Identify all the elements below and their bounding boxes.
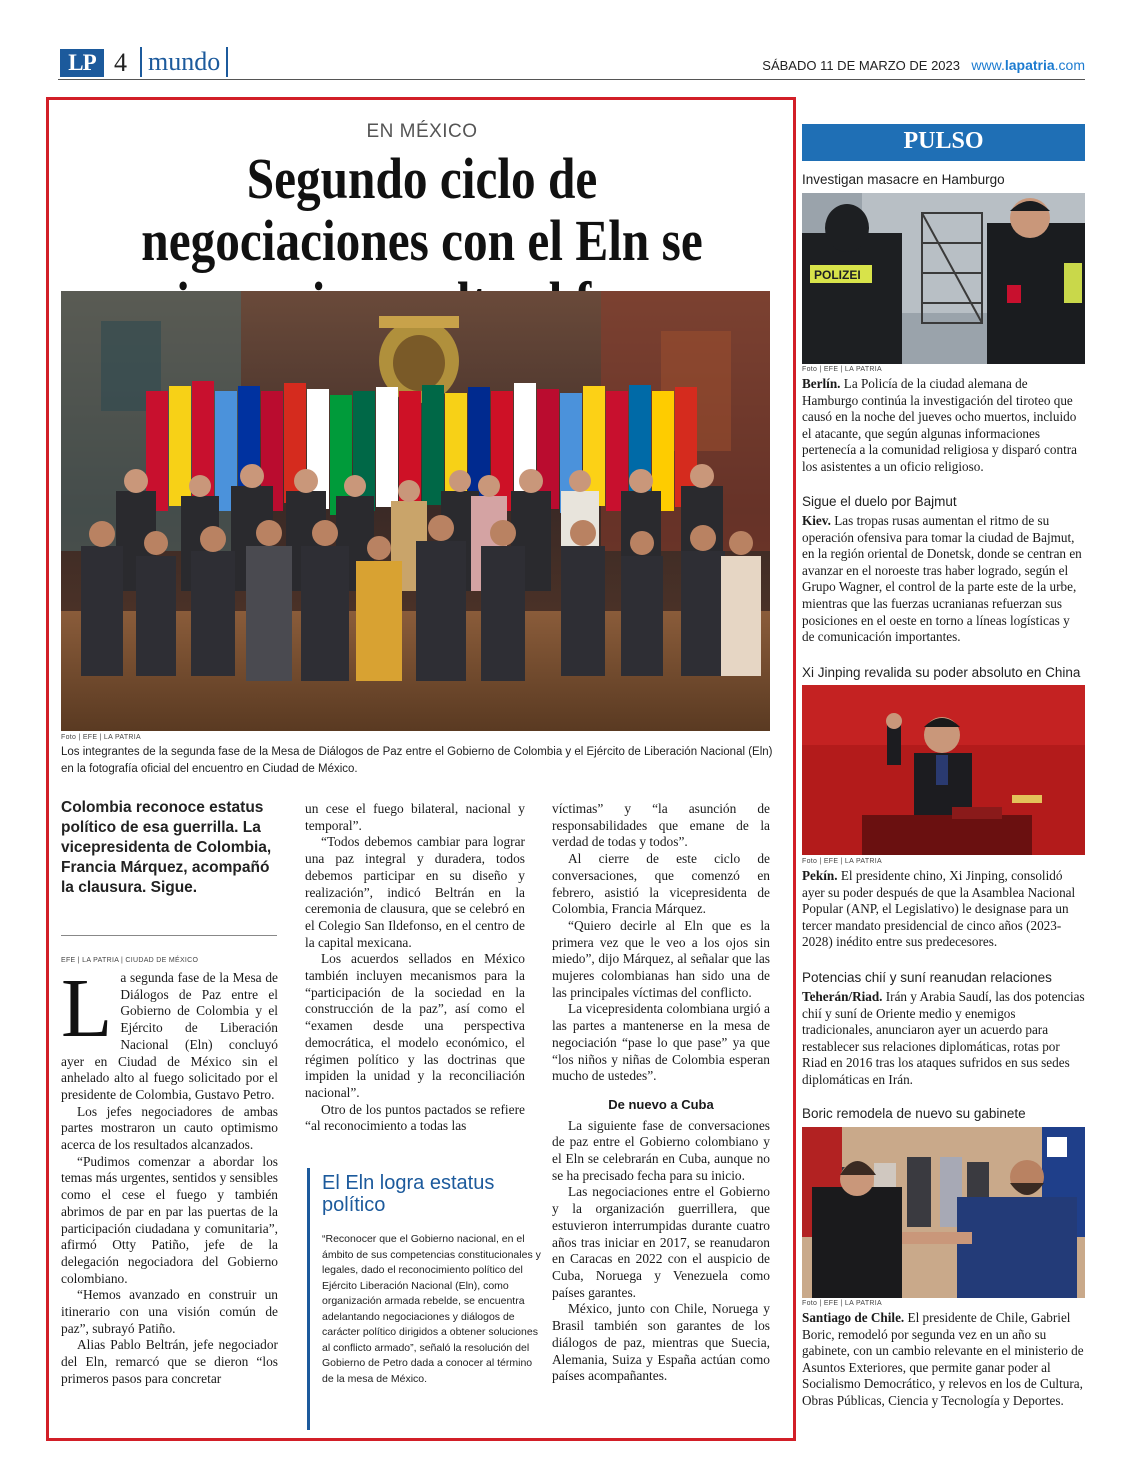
- highlight-box-title: El Eln logra estatus político: [322, 1172, 495, 1216]
- article-column-2: [305, 801, 525, 1135]
- sidebar-item-text: [802, 868, 1085, 951]
- body-paragraph: Los jefes negociadores de ambas partes mostraron un cauto optimismo acerca de los resultados alcanzados.: [61, 1103, 278, 1153]
- sidebar-photo-credit: Foto | EFE | LA PATRIA: [802, 1300, 883, 1307]
- body-paragraph: “Quiero decirle al Eln que es la primera vez que le veo a los ojos sin miedo”, dijo Márquez, al señalar que las mujeres colombianas han sido una de las principales víctimas del conflicto.: [552, 917, 770, 1000]
- boric-photo: [802, 1127, 1085, 1298]
- article-headline: Segundo ciclo de negociaciones con el Eln se: [141, 146, 703, 273]
- lead-rule: [61, 935, 277, 936]
- website-link[interactable]: [971, 57, 1085, 73]
- body-paragraph: Alias Pablo Beltrán, jefe negociador del Eln, remarcó que se dieron “los primeros pasos para concretar: [61, 1337, 278, 1386]
- article-lead: Colombia reconoce estatus político de esa guerrilla. La vicepresidenta de Colombia, Francia Márquez, acompañó la clausura. Sigue.: [61, 799, 272, 896]
- article-column-1: [61, 962, 278, 1388]
- boric-cabinet-illustration: [802, 1127, 1085, 1298]
- article-column-3: [552, 801, 770, 1385]
- group-photo-illustration: [61, 291, 770, 731]
- sidebar-body: El presidente chino, Xi Jinping, consolidó ayer su poder después de que la Asamblea Nacional Popular (ANP, el Legislativo) le designase para un tercer mandato presidencial de cinco años (2023-2028) inédito entre sus predecesores.: [802, 868, 1076, 950]
- body-paragraph: un cese el fuego bilateral, nacional y temporal”.: [305, 801, 525, 833]
- xi-photo: [802, 685, 1085, 855]
- main-photo: [61, 291, 770, 731]
- sidebar-body: El presidente de Chile, Gabriel Boric, remodeló por segunda vez en un año su gabinete, con un cambio relevante en el ministerio de Asuntos Exteriores, que permite ganar poder al Socialismo Democrático, y relevos en los de Cultura, Obras Públicas, Ciencia y Tecnología y Deportes.: [802, 1310, 1084, 1408]
- sidebar-item-text: [802, 376, 1085, 476]
- website-prefix: www.: [971, 57, 1005, 73]
- hamburg-photo: [802, 193, 1085, 364]
- sidebar-body: Las tropas rusas aumentan el ritmo de su operación ofensiva para tomar la ciudad de Bajmut, en la región oriental de Donetsk, donde se centran en avanzar en el noroeste tras haber logrado, según el Grupo Wagner, el control de la parte este de la urbe, mientras que las fuerzas ucranianas refuerzan sus posiciones en el oeste en torno a líneas logísticas y de comunicación importantes.: [802, 513, 1082, 645]
- highlight-box-text: “Reconocer que el Gobierno nacional, en el ámbito de sus competencias constitucionales y legales, dado el reconocimiento político del Ejército Liberación Nacional (Eln), como organización armada rebelde, se encuentra adelantando negociaciones y diálogos de carácter político dirigidos a obtener soluciones al conflicto armado”, señaló la resolución del Gobierno de Petro dada a conocer al término de la mesa de México.: [322, 1233, 541, 1385]
- body-paragraph: Al cierre de este ciclo de conversaciones, que comenzó en febrero, asistió la vicepresidenta de Colombia, Francia Márquez.: [552, 851, 770, 917]
- xi-jinping-illustration: [802, 685, 1085, 855]
- sidebar-item-text: [802, 513, 1085, 646]
- main-photo-caption: Los integrantes de la segunda fase de la Mesa de Diálogos de Paz entre el Gobierno de Colombia y el Ejército de Liberación Nacional (Eln) en la fotografía oficial del encuentro en Ciudad de México.: [61, 746, 773, 775]
- polizei-badge: POLIZEI: [814, 268, 861, 282]
- sidebar-body: La Policía de la ciudad alemana de Hamburgo continúa la investigación del tiroteo que causó en la noche del jueves ocho muertos, incluido el atacante, que según algunas informaciones pertenecía a la comunidad religiosa y disparó contra los asistentes a un oficio religioso.: [802, 376, 1077, 474]
- sidebar-body: Irán y Arabia Saudí, las dos potencias chií y suní de Oriente medio y enemigos tradicionales, anunciaron ayer un acuerdo para restablecer sus relaciones diplomáticas, rotas por Riad en 2016 tras los ataques sufridos en sus sedes diplomáticas en Irán.: [802, 989, 1085, 1087]
- body-paragraph: La siguiente fase de conversaciones de paz entre el Gobierno colombiano y el Eln se celebrarán en Cuba, aunque no se ha precisado fecha para su inicio.: [552, 1117, 770, 1183]
- dateline: Teherán/Riad.: [802, 989, 883, 1004]
- article-subhead: De nuevo a Cuba: [608, 1096, 714, 1112]
- website-suffix: .com: [1054, 57, 1085, 73]
- body-paragraph: La vicepresidenta colombiana urgió a las partes a mantenerse en la mesa de negociación “pase lo que pase” ya que “los niños y niñas de Colombia esperan mucho de ustedes”.: [552, 1001, 770, 1084]
- section-name[interactable]: mundo: [140, 47, 228, 77]
- dateline: Pekín.: [802, 868, 838, 883]
- body-paragraph: víctimas” y “la asunción de responsabilidades que emane de la verdad de todas y todos”.: [552, 801, 770, 850]
- dateline: Kiev.: [802, 513, 831, 528]
- newspaper-logo[interactable]: LP: [60, 49, 104, 77]
- sidebar-item-headline[interactable]: Xi Jinping revalida su poder absoluto en China: [802, 665, 1081, 680]
- body-paragraph: “Pudimos comenzar a abordar los temas más urgentes, sentidos y sensibles como el cese el fuego y también abrimos de par en par las puertas de la participación ciudadana y comunitaria”, afirmó Otty Patiño, jefe de la delegación negociadora del Gobierno colombiano.: [61, 1153, 278, 1286]
- sidebar-title-rule: [802, 158, 1085, 161]
- sidebar-item-headline[interactable]: Potencias chií y suní reanudan relaciones: [802, 970, 1052, 985]
- sidebar-item-headline[interactable]: Sigue el duelo por Bajmut: [802, 494, 957, 509]
- body-paragraph: Los acuerdos sellados en México también incluyen mecanismos para la “participación de la sociedad en la construcción de la paz”, así como el “examen desde una perspectiva democrática, el modelo económico, el régimen político y las doctrinas que impiden la unidad y la reconciliación nacional”.: [305, 951, 525, 1100]
- dateline: Santiago de Chile.: [802, 1310, 905, 1325]
- sidebar-item-headline[interactable]: Boric remodela de nuevo su gabinete: [802, 1106, 1026, 1121]
- header-rule: [58, 79, 1085, 80]
- body-paragraph: Las negociaciones entre el Gobierno y la organización guerrillera, que estuvieron interrumpidas durante cuatro años tras iniciar en 2017, se reanudaron en Caracas en 2022 con el auspicio de Cuba, Noruega y Venezuela como países garantes.: [552, 1184, 770, 1300]
- main-photo-credit: Foto | EFE | LA PATRIA: [61, 734, 142, 741]
- body-paragraph: “Hemos avanzado en construir un itinerario con una visión común de paz”, subrayó Patiño.: [61, 1287, 278, 1336]
- website-main: lapatria: [1004, 57, 1055, 73]
- issue-date: SÁBADO 11 DE MARZO DE 2023: [762, 58, 960, 73]
- body-paragraph: México, junto con Chile, Noruega y Brasil también son garantes de los diálogos de paz, mientras que Suecia, Alemania, Suiza y España actúan como países acompañantes.: [552, 1301, 770, 1384]
- article-byline: EFE | LA PATRIA | CIUDAD DE MÉXICO: [61, 957, 199, 964]
- body-paragraph: a segunda fase de la Mesa de Diálogos de Paz entre el Gobierno de Colombia y el Ejército de Liberación Nacional (Eln) concluyó ayer en Ciudad de México sin el anhelado alto al fuego solicitado por el presidente de Colombia, Gustavo Petro.: [61, 970, 278, 1102]
- sidebar-item-text: [802, 989, 1085, 1089]
- article-kicker: EN MÉXICO: [366, 121, 478, 142]
- sidebar-item-headline[interactable]: Investigan masacre en Hamburgo: [802, 172, 1005, 187]
- police-photo-illustration: [802, 193, 1085, 364]
- sidebar-title: PULSO: [802, 124, 1085, 158]
- sidebar-photo-credit: Foto | EFE | LA PATRIA: [802, 858, 883, 865]
- sidebar-photo-credit: Foto | EFE | LA PATRIA: [802, 366, 883, 373]
- drop-cap: L: [61, 962, 113, 1055]
- body-paragraph: Otro de los puntos pactados se refiere “al reconocimiento a todas las: [305, 1101, 525, 1134]
- sidebar-item-text: [802, 1310, 1085, 1410]
- dateline: Berlín.: [802, 376, 841, 391]
- highlight-box: [307, 1168, 542, 1430]
- page-number: 4: [114, 48, 127, 77]
- body-paragraph: “Todos debemos cambiar para lograr una paz integral y duradera, todos debemos participar en su diseño y realización”, indicó Beltrán en la ceremonia de clausura, que se celebró en el Colegio San Ildefonso, en el centro de la capital mexicana.: [305, 834, 525, 950]
